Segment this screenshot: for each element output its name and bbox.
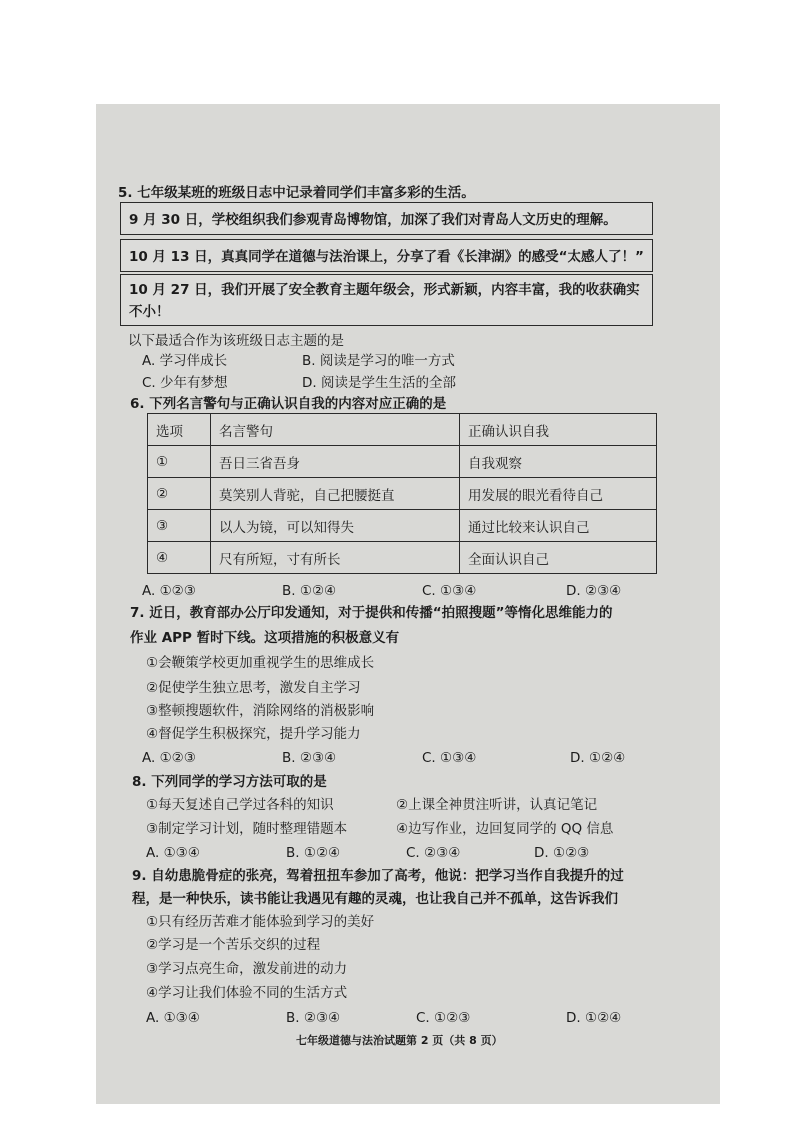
- q6-stem: 6. 下列名言警句与正确认识自我的内容对应正确的是: [130, 396, 447, 412]
- q5-question: 以下最适合作为该班级日志主题的是: [128, 333, 344, 349]
- table-cell: 用发展的眼光看待自己: [460, 478, 657, 510]
- q7-item-4: ④督促学生积极探究，提升学习能力: [146, 726, 361, 742]
- q8-item-4: ④边写作业，边回复同学的 QQ 信息: [396, 821, 614, 837]
- page-footer: 七年级道德与法治试题第 2 页（共 8 页）: [296, 1034, 503, 1047]
- q9-option-b: B. ②③④: [286, 1010, 341, 1026]
- q8-item-3: ③制定学习计划，随时整理错题本: [146, 821, 348, 837]
- q9-option-c: C. ①②③: [416, 1010, 471, 1026]
- table-row: [148, 478, 657, 510]
- q8-stem: 8. 下列同学的学习方法可取的是: [132, 774, 327, 790]
- q6-option-d: D. ②③④: [566, 583, 622, 599]
- q8-option-b: B. ①②④: [286, 845, 341, 861]
- q5-log-text-2: 10 月 13 日，真真同学在道德与法治课上，分享了看《长津湖》的感受“太感人了！”: [129, 249, 644, 265]
- q9-option-d: D. ①②④: [566, 1010, 622, 1026]
- q9-stem-line-1: 9. 自幼患脆骨症的张亮，驾着扭扭车参加了高考，他说：把学习当作自我提升的过: [132, 868, 624, 884]
- q9-item-3: ③学习点亮生命，激发前进的动力: [146, 961, 348, 977]
- q9-item-2: ②学习是一个苦乐交织的过程: [146, 937, 321, 953]
- q5-option-a: A. 学习伴成长: [142, 353, 228, 369]
- table-cell: ④: [148, 542, 211, 574]
- q9-item-1: ①只有经历苦难才能体验到学习的美好: [146, 914, 375, 930]
- table-cell: ②: [148, 478, 211, 510]
- q9-option-a: A. ①③④: [146, 1010, 200, 1026]
- table-row: [148, 446, 657, 478]
- q7-option-d: D. ①②④: [570, 750, 626, 766]
- table-cell: 以人为镜，可以知得失: [211, 510, 460, 542]
- q7-option-a: A. ①②③: [142, 750, 196, 766]
- q5-option-d: D. 阅读是学生生活的全部: [302, 375, 456, 391]
- q5-log-text-3: 10 月 27 日，我们开展了安全教育主题年级会，形式新颖，内容丰富，我的收获确实不小！: [129, 282, 640, 320]
- q8-item-2: ②上课全神贯注听讲，认真记笔记: [396, 797, 598, 813]
- q9-item-4: ④学习让我们体验不同的生活方式: [146, 985, 348, 1001]
- table-row: [148, 542, 657, 574]
- q7-stem-line-2: 作业 APP 暂时下线。这项措施的积极意义有: [130, 630, 400, 646]
- q5-log-entry-1: [120, 202, 653, 235]
- q5-option-b: B. 阅读是学习的唯一方式: [302, 353, 455, 369]
- q7-item-3: ③整顿搜题软件，消除网络的消极影响: [146, 703, 375, 719]
- q6-option-a: A. ①②③: [142, 583, 196, 599]
- q5-option-c: C. 少年有梦想: [142, 375, 228, 391]
- table-header-cell: 正确认识自我: [460, 414, 657, 446]
- table-cell: 尺有所短，寸有所长: [211, 542, 460, 574]
- table-header-row: [148, 414, 657, 446]
- q9-stem-line-2: 程，是一种快乐，读书能让我遇见有趣的灵魂，也让我自己并不孤单，这告诉我们: [132, 891, 618, 907]
- q7-option-c: C. ①③④: [422, 750, 477, 766]
- q6-option-c: C. ①③④: [422, 583, 477, 599]
- q7-item-2: ②促使学生独立思考，激发自主学习: [146, 680, 361, 696]
- q8-option-d: D. ①②③: [534, 845, 590, 861]
- table-cell: 通过比较来认识自己: [460, 510, 657, 542]
- q6-table: [147, 413, 657, 574]
- table-cell: ③: [148, 510, 211, 542]
- q5-stem: 5. 七年级某班的班级日志中记录着同学们丰富多彩的生活。: [118, 185, 475, 201]
- q7-option-b: B. ②③④: [282, 750, 337, 766]
- q5-log-entry-2: [120, 239, 653, 272]
- q6-option-b: B. ①②④: [282, 583, 337, 599]
- table-cell: 全面认识自己: [460, 542, 657, 574]
- table-cell: ①: [148, 446, 211, 478]
- q5-log-text-1: 9 月 30 日，学校组织我们参观青岛博物馆，加深了我们对青岛人文历史的理解。: [129, 212, 617, 228]
- q5-log-entry-3: [120, 274, 653, 326]
- q8-option-a: A. ①③④: [146, 845, 200, 861]
- table-header-cell: 名言警句: [211, 414, 460, 446]
- q7-stem-line-1: 7. 近日，教育部办公厅印发通知，对于提供和传播“拍照搜题”等惰化思维能力的: [130, 605, 613, 621]
- table-cell: 莫笑别人背驼，自己把腰挺直: [211, 478, 460, 510]
- q7-item-1: ①会鞭策学校更加重视学生的思维成长: [146, 655, 375, 671]
- table-row: [148, 510, 657, 542]
- q8-item-1: ①每天复述自己学过各科的知识: [146, 797, 334, 813]
- table-cell: 吾日三省吾身: [211, 446, 460, 478]
- table-header-cell: 选项: [148, 414, 211, 446]
- exam-page: [96, 104, 720, 1104]
- table-cell: 自我观察: [460, 446, 657, 478]
- q8-option-c: C. ②③④: [406, 845, 461, 861]
